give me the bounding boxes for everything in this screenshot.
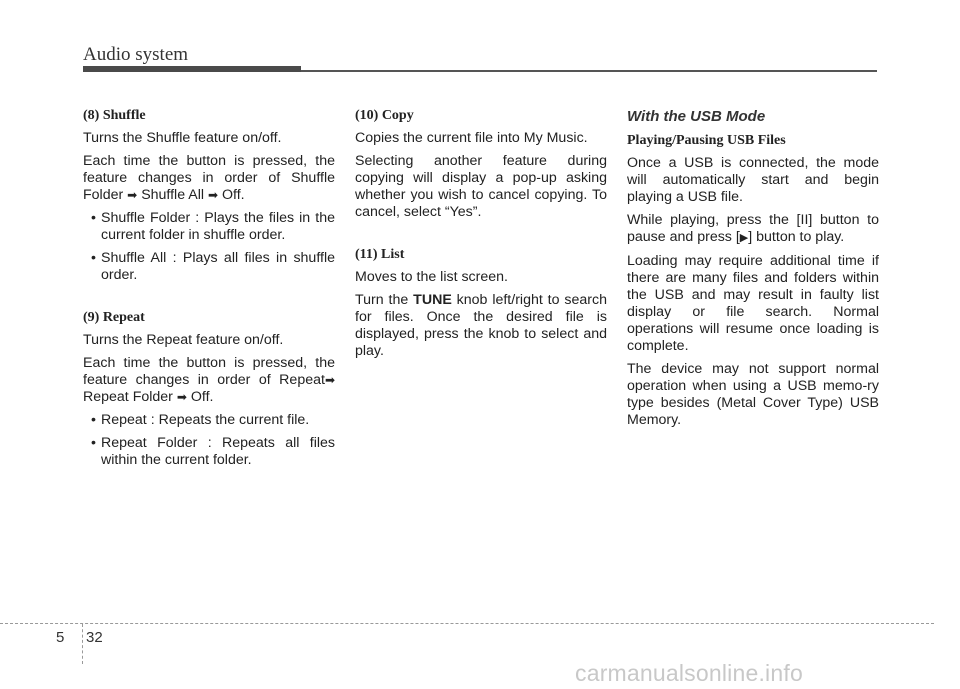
repeat-bullet-1: Repeat : Repeats the current file. bbox=[101, 412, 310, 428]
usb-mode-heading: With the USB Mode bbox=[627, 108, 766, 125]
shuffle-order-text-c: Off. bbox=[222, 187, 245, 203]
shuffle-heading: (8) Shuffle bbox=[83, 108, 146, 123]
usb-subheading: Playing/Pausing USB Files bbox=[627, 133, 786, 148]
copy-note: Selecting another feature during copying will display a pop-up asking whether you wish to cancel copying. To cancel, select “Yes”. bbox=[355, 153, 607, 220]
shuffle-desc: Turns the Shuffle feature on/off. bbox=[83, 130, 282, 146]
bullet-icon: • bbox=[91, 210, 96, 226]
bullet-icon: • bbox=[91, 412, 96, 428]
column-middle bbox=[355, 108, 607, 366]
repeat-order-text-a: Each time the button is pressed, the feature changes in order of Repeat bbox=[83, 355, 335, 388]
usb-connect-desc: Once a USB is connected, the mode will automatically start and begin playing a USB file. bbox=[627, 155, 879, 205]
usb-play-text-a: While playing, press the [II] button to pause and press [ bbox=[627, 212, 879, 245]
usb-support-note: The device may not support normal operation when using a USB memo-ry type besides (Metal Cover Type) USB Memory. bbox=[627, 361, 879, 428]
usb-play-text-b: ] button to play. bbox=[748, 229, 845, 245]
repeat-desc: Turns the Repeat feature on/off. bbox=[83, 332, 284, 348]
shuffle-order bbox=[83, 153, 335, 204]
section-title: Audio system bbox=[83, 44, 189, 65]
repeat-order-text-b: Repeat Folder bbox=[83, 389, 173, 405]
shuffle-order-text-a: Each time the button is pressed, the feature changes in order of Shuffle Folder bbox=[83, 153, 335, 203]
arrow-right-icon: ➡ bbox=[324, 373, 335, 387]
repeat-heading: (9) Repeat bbox=[83, 310, 145, 325]
footer-divider bbox=[0, 623, 934, 624]
tune-knob-label: TUNE bbox=[413, 292, 452, 308]
list-text-b: knob left/right to search for files. Once the desired file is displayed, press the knob to select and play. bbox=[355, 292, 607, 359]
list-heading: (11) List bbox=[355, 247, 405, 262]
header-rule bbox=[301, 70, 877, 72]
column-left bbox=[83, 108, 335, 475]
footer-vertical-divider bbox=[82, 624, 83, 664]
header-bar bbox=[83, 66, 301, 72]
usb-play-pause bbox=[627, 212, 879, 247]
shuffle-bullet-1: Shuffle Folder : Plays the files in the current folder in shuffle order. bbox=[101, 210, 335, 243]
copy-heading: (10) Copy bbox=[355, 108, 414, 123]
shuffle-order-text-b: Shuffle All bbox=[141, 187, 205, 203]
column-right bbox=[627, 108, 879, 435]
chapter-number: 5 bbox=[56, 629, 65, 646]
usb-loading-note: Loading may require additional time if there are many files and folders within the USB and may result in faulty list display or file search. Normal operations will resume once loading is complete. bbox=[627, 253, 879, 354]
bullet-icon: • bbox=[91, 435, 96, 451]
repeat-bullet-2: Repeat Folder : Repeats all files within the current folder. bbox=[101, 435, 335, 468]
arrow-right-icon: ➡ bbox=[127, 188, 138, 202]
copy-desc: Copies the current file into My Music. bbox=[355, 130, 588, 146]
shuffle-bullet-2: Shuffle All : Plays all files in shuffle order. bbox=[101, 250, 335, 283]
list-item bbox=[83, 250, 335, 284]
page-number: 32 bbox=[86, 629, 103, 646]
arrow-right-icon: ➡ bbox=[176, 390, 187, 404]
list-item bbox=[83, 210, 335, 244]
bullet-icon: • bbox=[91, 250, 96, 266]
play-icon: ▶ bbox=[739, 232, 749, 244]
list-item bbox=[83, 435, 335, 469]
repeat-order bbox=[83, 355, 335, 406]
arrow-right-icon: ➡ bbox=[207, 188, 219, 202]
list-text-a: Turn the bbox=[355, 292, 409, 308]
list-instructions bbox=[355, 292, 607, 360]
list-desc: Moves to the list screen. bbox=[355, 269, 508, 285]
repeat-order-text-c: Off. bbox=[190, 389, 214, 405]
watermark: carmanualsonline.info bbox=[575, 660, 803, 686]
list-item bbox=[83, 412, 335, 429]
